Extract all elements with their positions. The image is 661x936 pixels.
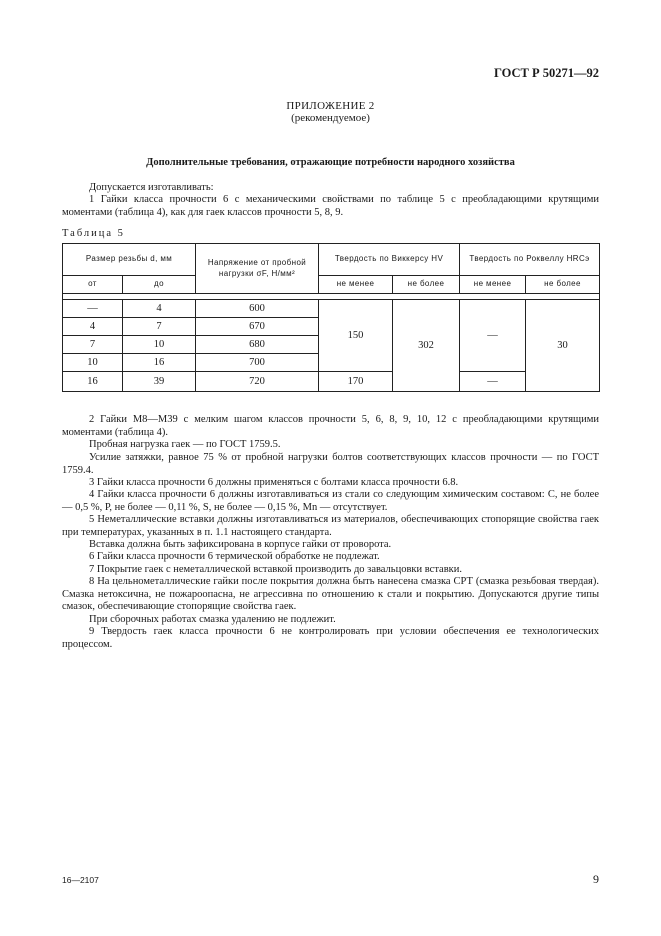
header-to: до (123, 276, 196, 294)
header-hrc-min: не менее (460, 276, 526, 294)
hv-max-merged: 302 (393, 300, 460, 392)
header-proof-stress: Напряжение от пробной нагрузки σF, Н/мм² (196, 244, 319, 294)
paragraph-6: 6 Гайки класса прочности 6 термической обработке не подлежат. (89, 551, 380, 562)
hrc-min-merged-a: — (460, 300, 526, 372)
row-4-to: 16 (123, 354, 196, 372)
intro-allowed: Допускается изготавливать: (89, 182, 214, 193)
intro-item-1: 1 Гайки класса прочности 6 с механическими свойствами по таблице 5 с преобладающими крутящими моментами (таблица 4), как для гаек классов прочности 5, 8, 9. (62, 194, 599, 218)
paragraph-tightening: Усилие затяжки, равное 75 % от пробной нагрузки болтов соответствующих классов прочности — по ГОСТ 1759.4. (62, 452, 599, 476)
paragraph-8: 8 На цельнометаллические гайки после покрытия должна быть нанесена смазка СРТ (смазка резьбовая твердая). Смазка нетоксична, не пожароопасна, не агрессивна по отношению к стали и покрытию. Допускаются другие типы смазок, обеспечивающие стопорящие свойства гаек. (62, 576, 599, 612)
row-5-stress: 720 (196, 372, 319, 392)
paragraph-9: 9 Твердость гаек класса прочности 6 не контролировать при условии обеспечения ее технологических процессом. (62, 626, 599, 650)
standard-number: ГОСТ Р 50271—92 (493, 66, 599, 80)
paragraph-assembly: При сборочных работах смазка удалению не подлежит. (89, 614, 336, 625)
row-3-to: 10 (123, 336, 196, 354)
row-1-from: — (63, 300, 123, 318)
hv-min-merged-a: 150 (319, 300, 393, 372)
paragraph-4: 4 Гайки класса прочности 6 должны изготавливаться из стали со следующим химическим составом: С, не более — 0,5 %, Р, не более — 0,11 %, S, не более — 0,15 %, Мn — отсутствует. (62, 489, 599, 513)
paragraph-proof-load: Пробная нагрузка гаек — по ГОСТ 1759.5. (89, 439, 281, 450)
table-5 (62, 243, 600, 392)
row-2-to: 7 (123, 318, 196, 336)
section-heading: Дополнительные требования, отражающие потребности народного хозяйства (146, 157, 515, 168)
header-hv-min: не менее (319, 276, 393, 294)
header-from: от (63, 276, 123, 294)
row-4-from: 10 (63, 354, 123, 372)
paragraph-5: 5 Неметаллические вставки должны изготавливаться из материалов, обеспечивающих стопорящие свойства гаек при температурах, указанных в п. 1.1 настоящего стандарта. (62, 514, 599, 538)
appendix-title: ПРИЛОЖЕНИЕ 2 (286, 100, 375, 112)
paragraph-insert-fixed: Вставка должна быть зафиксирована в корпусе гайки от проворота. (89, 539, 392, 550)
appendix-subtitle: (рекомендуемое) (291, 112, 370, 124)
hv-min-merged-b: 170 (319, 372, 393, 392)
hrc-min-merged-b: — (460, 372, 526, 392)
row-2-stress: 670 (196, 318, 319, 336)
paragraph-3: 3 Гайки класса прочности 6 должны применяться с болтами класса прочности 6.8. (89, 477, 459, 488)
header-rockwell: Твердость по Роквеллу HRCэ (460, 244, 600, 276)
header-thread-size: Размер резьбы d, мм (63, 244, 196, 276)
hrc-max-merged: 30 (526, 300, 600, 392)
page-number: 9 (593, 872, 599, 886)
row-3-from: 7 (63, 336, 123, 354)
row-1-to: 4 (123, 300, 196, 318)
row-2-from: 4 (63, 318, 123, 336)
header-hrc-max: не более (526, 276, 600, 294)
paragraph-2: 2 Гайки М8—М39 с мелким шагом классов прочности 5, 6, 8, 9, 10, 12 с преобладающими крутящими моментами (таблица 4). (62, 414, 599, 438)
footer-code: 16—2107 (62, 875, 99, 885)
header-vickers: Твердость по Виккерсу HV (319, 244, 460, 276)
row-1-stress: 600 (196, 300, 319, 318)
paragraph-7: 7 Покрытие гаек с неметаллической вставкой производить до завальцовки вставки. (89, 564, 462, 575)
table-label: Таблица 5 (62, 228, 125, 239)
row-4-stress: 700 (196, 354, 319, 372)
row-3-stress: 680 (196, 336, 319, 354)
header-hv-max: не более (393, 276, 460, 294)
row-5-from: 16 (63, 372, 123, 392)
row-5-to: 39 (123, 372, 196, 392)
